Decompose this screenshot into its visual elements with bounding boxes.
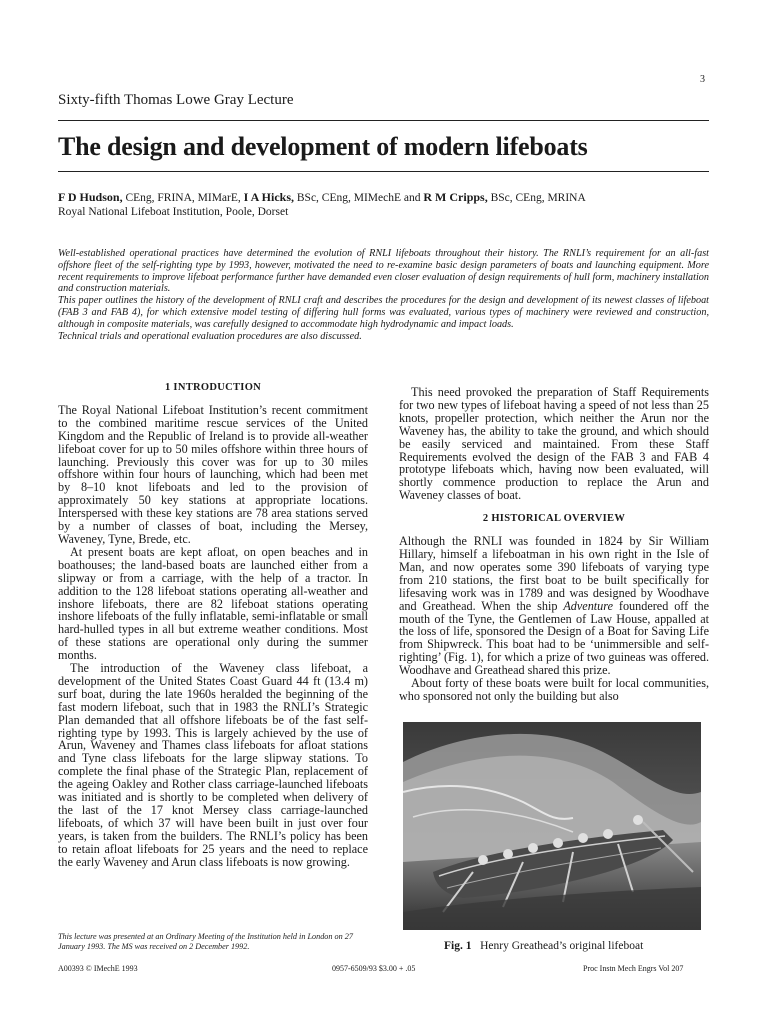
abstract-paragraph: Technical trials and operational evaluation procedures are also discussed. — [58, 330, 362, 342]
body-paragraph: Although the RNLI was founded in 1824 by Sir William Hillary, himself a lifeboatman in his own right in the Isle of Man, and now operates some 390 lifeboats of varying type from 210 stations, the first boat to be built specifically for lifesaving work was in 1789 and was designed by Woodhave and Greathead. When the ship Adventure foundered off the mouth of the Tyne, the Gentlemen of Law House, appalled at the loss of life, sponsored the Design of a Boat for Saving Life from Shipwreck. This boat had to be ‘unimmersible and self-righting’ (Fig. 1), for which a prize of two guineas was offered. Woodhave and Greathead shared this prize. — [399, 534, 709, 678]
figure-label: Fig. 1 — [444, 940, 472, 952]
lecture-series-label: Sixty-fifth Thomas Lowe Gray Lecture — [58, 92, 294, 108]
author-name: F D Hudson, — [58, 190, 123, 204]
figure-caption-text: Henry Greathead’s original lifeboat — [480, 940, 644, 952]
figure-lifeboat-engraving — [403, 722, 701, 930]
author-qualifications: CEng, FRINA, MIMarE, — [122, 192, 244, 204]
abstract-paragraph: Well-established operational practices have determined the evolution of RNLI lifeboats throughout their history. The RNLI’s requirement for an all-fast offshore fleet of the self-righting type by 1993, however, motivated the need to re-examine basic design parameters of boats and launching equipment. More recent requirements to improve lifeboat performance further have demanded even closer evaluation of design requirements of hull form, machinery installation and construction materials. — [58, 248, 709, 295]
footer-copyright: A00393 © IMechE 1993 — [58, 964, 138, 973]
section-heading-historical: 2 HISTORICAL OVERVIEW — [482, 513, 626, 525]
top-rule — [58, 120, 709, 121]
author-name: I A Hicks, — [243, 190, 295, 204]
body-paragraph: The introduction of the Waveney class lifeboat, a development of the United States Coast Guard 44 ft (13.4 m) surf boat, during the late 1960s heralded the beginning of the fast modern lifeboat, such that in 1983 the RNLI’s Strategic Plan demanded that all offshore lifeboats be of the fast self-righting type by 1993. This is largely achieved by the use of Arun, Waveney and Thames class lifeboats for afloat stations and Tyne class lifeboats for the large slipway stations. To complete the final phase of the Strategic Plan, replacement of the ageing Oakley and Rother class carriage-launched lifeboats was initiated and is shortly to be completed when delivery of the last of the 17 knot Mersey class carriage-launched lifeboats, of which 37 will have been built in just over four years, is taken from the builders. The RNLI’s policy has been to retain afloat lifeboats for 25 years and the need to replace the early Waveney and Arun class lifeboats is now growing. — [58, 661, 368, 869]
abstract — [58, 248, 709, 342]
body-paragraph: At present boats are kept afloat, on open beaches and in boathouses; the land-based boats are launched either from a slipway or from a carriage, with the help of a tractor. In addition to the 128 lifeboat stations operating all-weather and inshore lifeboats, there are 82 lifeboat stations operating inshore lifeboats of the fully inflatable, semi-inflatable or small hard-hulled types in all but extreme weather conditions. Most of these stations are operational only during the summer months. — [58, 544, 368, 663]
lifeboat-illustration — [403, 722, 701, 930]
author-qualifications: BSc, CEng, MRINA — [487, 192, 586, 204]
section-heading-introduction: 1 INTRODUCTION — [164, 382, 262, 393]
ship-name: Adventure — [563, 598, 613, 613]
author-affiliation: Royal National Lifeboat Institution, Poole, Dorset — [58, 206, 289, 218]
abstract-paragraph: This paper outlines the history of the development of RNLI craft and describes the procedures for the design and development of its newest classes of lifeboat (FAB 3 and FAB 4), for which extensive model testing of differing hull forms was evaluated, various types of machinery were reviewed and construction, although in composite materials, was carefully designed to accommodate high hydrodynamic and impact loads. — [58, 295, 709, 330]
figure-caption — [444, 940, 643, 952]
author-qualifications: BSc, CEng, MIMechE and — [294, 192, 424, 204]
body-paragraph: This need provoked the preparation of Staff Requirements for two new types of lifeboat having a speed of not less than 25 knots, propeller protection, which neither the Arun nor the Waveney has, the ability to take the ground, and which should be easily serviced and maintained. From these Staff Requirements evolved the design of the FAB 3 and FAB 4 prototype lifeboats which, having now been evaluated, will shortly commence production to replace the Arun and Waveney classes of boat. — [399, 385, 709, 503]
footer-issn: 0957-6509/93 $3.00 + .05 — [332, 964, 416, 973]
author-block — [58, 190, 586, 219]
title-rule — [58, 171, 709, 172]
footer-journal: Proc Instn Mech Engrs Vol 207 — [583, 964, 684, 973]
footnote: This lecture was presented at an Ordinary Meeting of the Institution held in London on 27 January 1993. The MS was received on 2 December 1992. — [58, 932, 353, 951]
page-number: 3 — [700, 74, 705, 85]
right-column — [399, 386, 709, 703]
author-name: R M Cripps, — [423, 190, 488, 204]
left-column — [58, 382, 368, 869]
body-paragraph: About forty of these boats were built for local communities, who sponsored not only the building but also — [399, 676, 709, 703]
article-title: The design and development of modern lifeboats — [58, 132, 588, 161]
author-names — [58, 190, 586, 205]
body-paragraph: The Royal National Lifeboat Institution’s recent commitment to the combined maritime rescue services of the United Kingdom and the Republic of Ireland is to provide all-weather lifeboat cover for up to 50 miles offshore within three hours of launching. Previously this cover was for up to 30 miles offshore within four hours of launching, which had been met by 8–10 knot lifeboats and led to the provision of approximately 50 key stations at appropriate locations. Interspersed with these key stations are 78 area stations served by a number of classes of boat, including the Mersey, Waveney, Tyne, Brede, etc. — [58, 402, 368, 546]
